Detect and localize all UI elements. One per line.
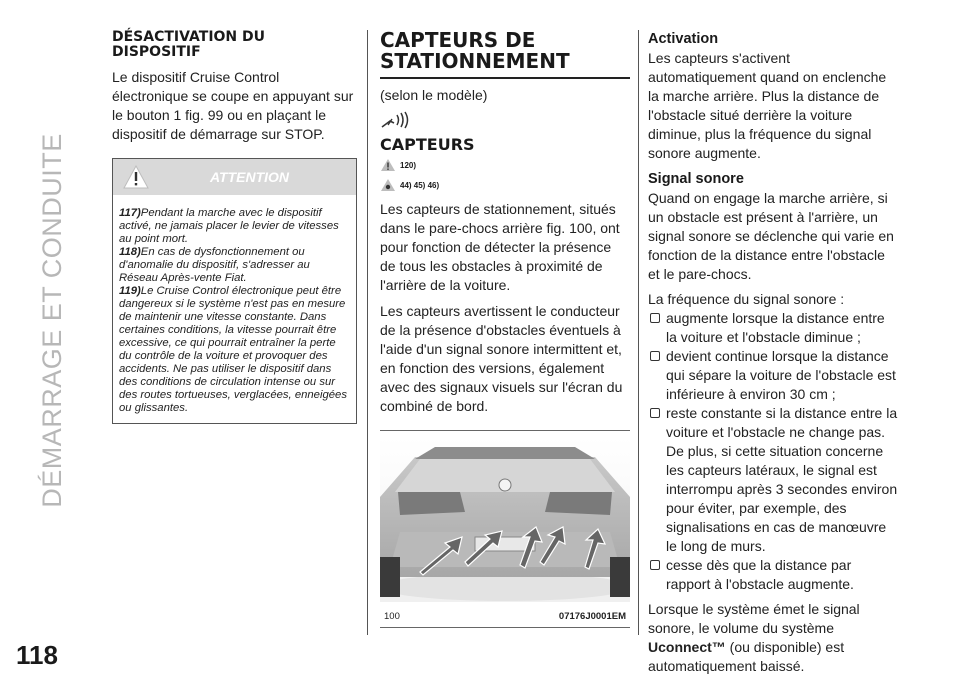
page-number: 118 xyxy=(16,640,58,670)
sensors-paragraph-2: Les capteurs avertissent le conducteur de la présence d'obstacles éventuels à l'aide d'un signal sonore intermittent et, en fonction des versions, également avec des signaux visuels sur l'écran du combiné de bord. xyxy=(380,303,623,414)
signal-paragraph: Quand on engage la marche arrière, si un obstacle est présent à l'arrière, un signal sonore se déclenche qui varie en fonction de la distance entre l'obstacle et le pare-chocs. xyxy=(648,190,894,282)
car-rear-image xyxy=(380,437,630,602)
checkbox-bullet-icon xyxy=(650,313,660,323)
parking-sensor-icon xyxy=(380,111,412,131)
warning-header xyxy=(113,159,356,195)
sub-heading-sensors: CAPTEURS xyxy=(380,135,475,154)
column-2 xyxy=(380,30,630,628)
column-1 xyxy=(112,30,357,424)
warning-item: 117)Pendant la marche avec le dispositif activé, ne jamais placer le levier de vitesses au point mort. xyxy=(119,207,339,245)
reference-row xyxy=(380,178,630,192)
list-item: reste constante si la distance entre la voiture et l'obstacle ne change pas. De plus, si cette situation concerne les capteurs latéraux, le signal est interrompu après 3 secondes environ pour éviter, par exemple, des signalisations en cas de manœuvre le long de murs. xyxy=(648,404,898,556)
figure-100 xyxy=(380,430,630,628)
warning-box xyxy=(112,158,357,424)
heading-rule xyxy=(380,77,630,79)
model-note: (selon le modèle) xyxy=(380,87,488,103)
caution-icon xyxy=(380,178,396,192)
sensors-paragraph-1: Les capteurs de stationnement, situés dans le pare-chocs arrière fig. 100, ont pour fonction de détecter la présence de tous les obstacles à proximité de l'arrière de la voiture. xyxy=(380,201,620,293)
warning-title: ATTENTION xyxy=(209,169,290,185)
reference-row xyxy=(380,158,630,172)
frequency-intro: La fréquence du signal sonore : xyxy=(648,291,845,307)
caution-reference: 44) 45) 46) xyxy=(400,180,440,190)
warning-item: 118)En cas de dysfonctionnement ou d'anomalie du dispositif, s'adresser au Réseau Après-vente Fiat. xyxy=(119,246,310,284)
column-divider-1 xyxy=(367,30,368,635)
warning-item: 119)Le Cruise Control électronique peut être dangereux si le système n'est pas en mesure de maintenir une vitesse constante. Dans certaines conditions, la vitesse pourrait être excessive, ce qui pourrait entraîner la perte du contrôle de la voiture et provoquer des accidents. Ne pas utiliser le dispositif dans des conditions de circulation intense ou sur des routes tortueuses, verglacées, enneigées ou glissantes. xyxy=(119,285,347,414)
warning-reference: 120) xyxy=(400,160,417,170)
list-item: augmente lorsque la distance entre la voiture et l'obstacle diminue ; xyxy=(648,309,898,347)
section-heading-parking-sensors: CAPTEURS DE STATIONNEMENT xyxy=(380,28,570,73)
signal-heading: Signal sonore xyxy=(648,171,744,187)
list-item: cesse dès que la distance par rapport à l'obstacle augmente. xyxy=(648,556,898,594)
checkbox-bullet-icon xyxy=(650,408,660,418)
figure-code: 07176J0001EM xyxy=(558,611,626,622)
checkbox-bullet-icon xyxy=(650,560,660,570)
chapter-side-title: DÉMARRAGE ET CONDUITE xyxy=(36,132,67,508)
activation-heading: Activation xyxy=(648,31,719,47)
column-3 xyxy=(648,30,898,676)
volume-paragraph: Lorsque le système émet le signal sonore, le volume du système Uconnect™ (ou disponible) est automatiquement baissé. xyxy=(648,601,860,674)
activation-paragraph: Les capteurs s'activent automatiquement quand on enclenche la marche arrière. Plus la distance de l'obstacle situé derrière la voiture diminue, plus la fréquence du signal sonore augmente. xyxy=(648,50,887,161)
checkbox-bullet-icon xyxy=(650,351,660,361)
warning-triangle-icon xyxy=(380,158,396,172)
section-heading-deactivation: DÉSACTIVATION DU DISPOSITIF xyxy=(112,29,266,60)
list-item: devient continue lorsque la distance qui sépare la voiture de l'obstacle est inférieure à environ 30 cm ; xyxy=(648,347,898,404)
figure-number: 100 xyxy=(384,611,400,622)
column-divider-2 xyxy=(638,30,639,635)
warning-triangle-icon xyxy=(123,165,149,189)
warning-body xyxy=(113,195,356,423)
deactivation-paragraph: Le dispositif Cruise Control électronique se coupe en appuyant sur le bouton 1 fig. 99 ou en plaçant le dispositif de démarrage sur STOP. xyxy=(112,69,354,142)
figure-caption xyxy=(380,611,630,628)
uconnect-label: Uconnect™ xyxy=(648,639,726,655)
